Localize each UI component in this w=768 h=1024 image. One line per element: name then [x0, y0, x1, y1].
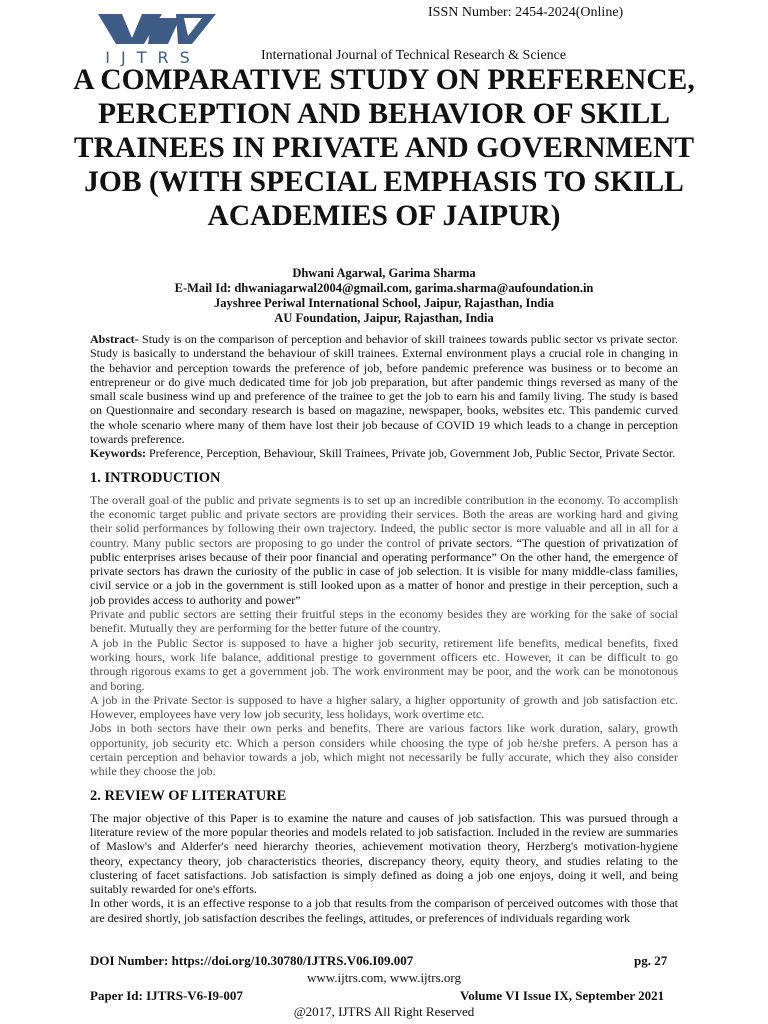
- section-heading-introduction: 1. INTRODUCTION: [90, 469, 221, 486]
- intro-paragraph-3: A job in the Public Sector is supposed to have a higher job security, retirement life benefits, medical benefits, fixed working hours, work life balance, additional prestige to government officers etc. However, it can be difficult to go through rigorous exams to get a government job. The work environment may be poor, and the work can be monotonous and boring.: [90, 635, 678, 693]
- affiliation-1: Jayshree Periwal International School, Jaipur, Rajasthan, India: [214, 296, 554, 310]
- copyright: @2017, IJTRS All Right Reserved: [293, 1004, 475, 1019]
- intro-paragraph-5: Jobs in both sectors have their own perks and benefits. There are various factors like work duration, salary, growth opportunity, job security etc. Which a person considers while choosing the type of job he/she prefers. A person has a certain perception and behavior towards a job, which might not necessarily be fully accurate, which they also consider while they choose the job.: [90, 721, 678, 779]
- volume-issue: Volume VI Issue IX, September 2021: [460, 988, 665, 1003]
- journal-name: International Journal of Technical Research & Science: [261, 48, 567, 63]
- abstract-label: Abstract-: [90, 332, 139, 346]
- author-block: [70, 266, 698, 326]
- abstract-text: Study is on the comparison of perception and behavior of skill trainees towards public sector vs private sector. Study is basically to understand the behaviour of skill trainees. External environment plays a crucial role in changing in the behavior and perception towards the preference of job, before pandemic preference was business or to become an entrepreneur or do give much dedicated time for job job preparation, but after pandemic things reversed as many of the small scale business wind up and preference of the trainee to get the job to earn his and family living. The study is based on Questionnaire and secondary research is based on magazine, newspaper, books, websites etc. This pandemic curved the whole scenario where many of them have lost their job because of COVID 19 which leads to a change in perception towards preference.: [90, 332, 678, 447]
- abstract: [90, 332, 678, 446]
- intro-paragraph-2: Private and public sectors are setting their fruitful steps in the economy besides they are working for the sake of social benefit. Mutually they are performing for the better future of the country.: [90, 607, 678, 636]
- journal-logo: [88, 8, 218, 66]
- journal-website: www.ijtrs.com, www.ijtrs.org: [306, 970, 462, 985]
- paper-body: [90, 332, 678, 925]
- literature-paragraph-2: In other words, it is an effective response to a job that results from the comparison of perceived outcomes with those that are desired shortly, job satisfaction describes the feelings, attitudes, or preferences of individuals regarding work: [90, 896, 678, 925]
- ijtrs-logo-icon: [88, 8, 218, 66]
- section-heading-literature: 2. REVIEW OF LITERATURE: [90, 787, 287, 804]
- author-email: E-Mail Id: dhwaniagarwal2004@gmail.com, garima.sharma@aufoundation.in: [174, 281, 594, 295]
- logo-text: IJTRS: [105, 48, 201, 66]
- keywords: [90, 446, 678, 460]
- affiliation-2: AU Foundation, Jaipur, Rajasthan, India: [274, 311, 494, 325]
- paper-id: Paper Id: IJTRS-V6-I9-007: [90, 988, 243, 1003]
- keywords-text: Preference, Perception, Behaviour, Skill Trainees, Private job, Government Job, Public Sector, Private Sector.: [146, 446, 676, 461]
- literature-paragraph-1: The major objective of this Paper is to examine the nature and causes of job satisfaction. This was pursued through a literature review of the more popular theories and models related to job satisfaction. Included in the review are summaries of Maslow's and Alderfer's need hierarchy theories, achievement motivation theory, Herzberg's motivation-hygiene theory, expectancy theory, job characteristics theories, discrepancy theory, equity theory, and studies relating to the clustering of facet satisfactions. Job satisfaction is simply defined as doing a job one enjoys, doing it well, and being suitably rewarded for one's efforts.: [90, 810, 678, 897]
- page-number: pg. 27: [634, 953, 668, 968]
- author-names: Dhwani Agarwal, Garima Sharma: [292, 266, 476, 280]
- intro-paragraph-4: A job in the Private Sector is supposed to have a higher salary, a higher opportunity of growth and job satisfaction etc. However, employees have very low job security, less holidays, work overtime etc.: [90, 692, 678, 722]
- keywords-label: Keywords:: [90, 446, 146, 461]
- issn-number: ISSN Number: 2454-2024(Online): [428, 5, 624, 20]
- intro-paragraph-1: The overall goal of the public and private segments is to set up an incredible contribution in the economy. To accomplish the economic target public and private sectors are providing their services. Both the areas are working hard and giving their solid performances by following their own trajectory. Indeed, the public sector is more valuable and all in all for a country. Many public sectors are proposing to go under the control of private sectors. “The question of privatization of public enterprises arises because of their poor financial and operating performance” On the other hand, the emergence of private sectors has drawn the curiosity of the public in case of job selection. It is visible for many middle-class families, civil service or a job in the government is still looked upon as a matter of honor and prestige in their perception, such a job provides access to authority and power”: [90, 492, 679, 607]
- doi-number: DOI Number: https://doi.org/10.30780/IJTRS.V06.I09.007: [90, 953, 414, 968]
- paper-title: A COMPARATIVE STUDY ON PREFERENCE, PERCEPTION AND BEHAVIOR OF SKILL TRAINEES IN PRIVATE AND GOVERNMENT JOB (WITH SPECIAL EMPHASIS TO SKILL ACADEMIES OF JAIPUR): [73, 64, 695, 232]
